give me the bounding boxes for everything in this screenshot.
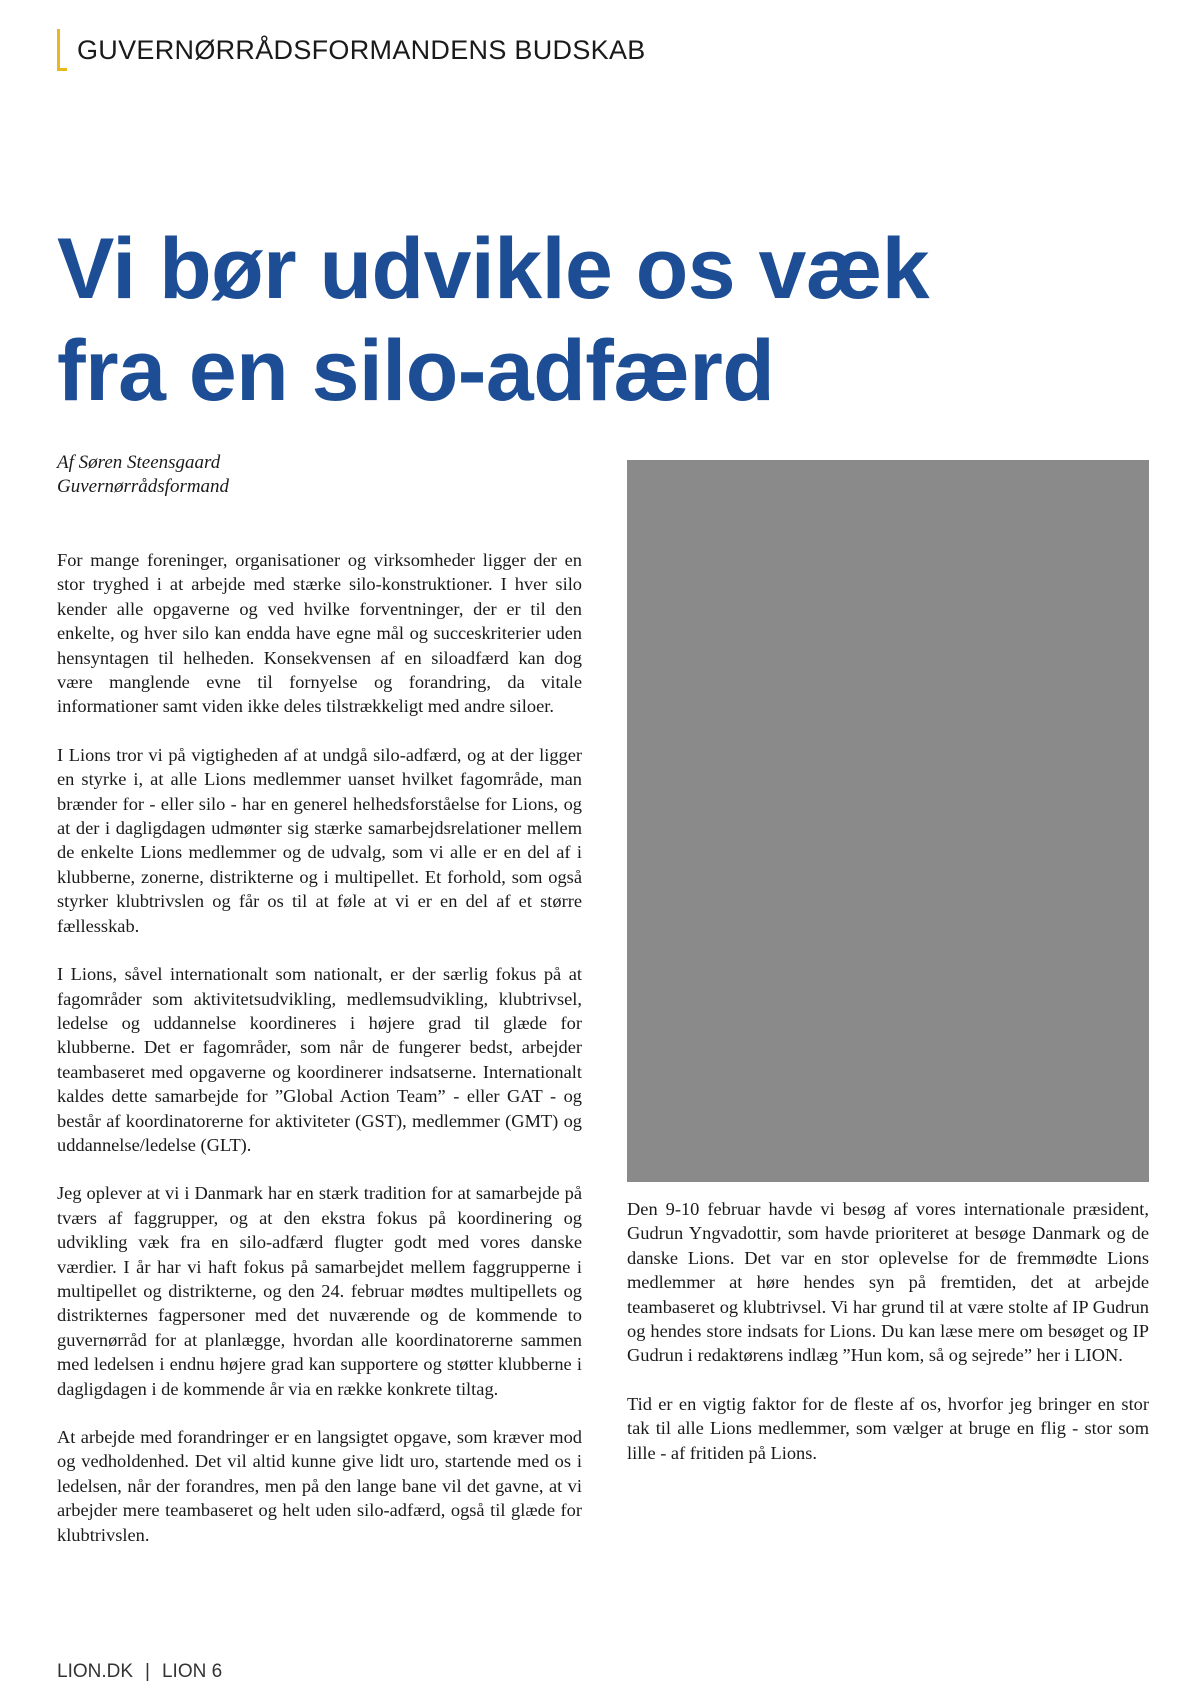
paragraph: At arbejde med forandringer er en langsigtet opgave, som kræver mod og vedholdenhed. Det vil altid kunne give lidt uro, startende med os i ledelsen, når der forandres, men på den lange bane vil det gavne, at vi arbejder mere teambaseret og helt uden silo-adfærd, også til glæde for klubtrivslen. xyxy=(57,1427,582,1545)
paragraph: I Lions tror vi på vigtigheden af at undgå silo-adfærd, og at der ligger en styrke i, at alle Lions medlemmer uanset hvilket fagområde, man brænder for - eller silo - har en generel helhedsforståelse for Lions, og at der i dagligdagen udmønter sig stærke samarbejdsrelationer mellem de enkelte Lions medlemmer og de udvalg, som vi alle er en del af i klubberne, zonerne, distrikterne og i multipellet. Et forhold, som også styrker klubtrivslen og får os til at føle at vi er en del af et større fællesskab. xyxy=(57,744,582,936)
article-title-line-1: Vi bør udvikle os væk xyxy=(57,221,930,317)
portrait-photo xyxy=(627,460,1149,1182)
byline-author: Af Søren Steensgaard xyxy=(57,452,221,473)
article-title-line-2: fra en silo-adfærd xyxy=(57,323,775,419)
section-bracket-mark xyxy=(57,29,67,71)
article-title xyxy=(57,218,1137,422)
footer-page-number: LION 6 xyxy=(161,1661,223,1682)
left-column xyxy=(57,548,582,1571)
footer-site: LION.DK xyxy=(57,1661,134,1682)
byline xyxy=(57,451,229,499)
page-footer xyxy=(57,1661,222,1683)
section-label: GUVERNØRRÅDSFORMANDENS BUDSKAB xyxy=(77,34,646,65)
paragraph: For mange foreninger, organisationer og virksomheder ligger der en stor tryghed i at arbejde med stærke silo-konstruktioner. I hver silo kender alle opgaverne og ved hvilke forventninger, der er til den enkelte, og hver silo kan endda have egne mål og succeskriterier uden hensyntagen til helheden. Konsekvensen af en siloadfærd kan dog være manglende evne til fornyelse og forandring, da vitale informationer samt viden ikke deles tilstrækkeligt med andre siloer. xyxy=(57,550,582,717)
footer-separator: | xyxy=(145,1661,150,1682)
section-header xyxy=(57,28,646,72)
paragraph: Jeg oplever at vi i Danmark har en stærk tradition for at samarbejde på tværs af faggrupper, og at den ekstra fokus på koordinering og udvikling væk fra en silo-adfærd flugter godt med vores danske værdier. I år har vi haft fokus på samarbejdet mellem faggrupperne i multipellet og distrikterne, og den 24. februar mødtes multipellets og distrikternes fagpersoner med det nuværende og de kommende to guvernørråd for at planlægge, hvordan alle koordinatorerne sammen med ledelsen i endnu højere grad kan supportere og støtter klubberne i dagligdagen i de kommende år via en række konkrete tiltag. xyxy=(57,1183,582,1399)
paragraph: Tid er en vigtig faktor for de fleste af os, hvorfor jeg bringer en stor tak til alle Lions medlemmer, som vælger at bruge en flig - stor som lille - af fritiden på Lions. xyxy=(627,1393,1149,1463)
byline-role: Guvernørrådsformand xyxy=(57,476,230,497)
paragraph: Den 9-10 februar havde vi besøg af vores internationale præsident, Gudrun Yngvadottir, som havde prioriteret at besøge Danmark og de danske Lions. Det var en stor oplevelse for de fremmødte Lions medlemmer at høre hendes syn på fremtiden, det at arbejde teambaseret og klubtrivsel. Vi har grund til at være stolte af IP Gudrun og hendes store indsats for Lions. Du kan læse mere om besøget og IP Gudrun i redaktørens indlæg ”Hun kom, så og sejrede” her i LION. xyxy=(627,1199,1149,1366)
right-column xyxy=(627,1197,1149,1489)
paragraph: I Lions, såvel internationalt som nationalt, er der særlig fokus på at fagområder som aktivitetsudvikling, medlemsudvikling, klubtrivsel, ledelse og uddannelse koordineres i højere grad til glæde for klubberne. Det er fagområder, som når de fungerer bedst, arbejder teambaseret med opgaverne og koordinerer indsatserne. Internationalt kaldes dette samarbejde for ”Global Action Team” - eller GAT - og består af koordinatorerne for aktiviteter (GST), medlemmer (GMT) og uddannelse/ledelse (GLT). xyxy=(57,964,582,1155)
